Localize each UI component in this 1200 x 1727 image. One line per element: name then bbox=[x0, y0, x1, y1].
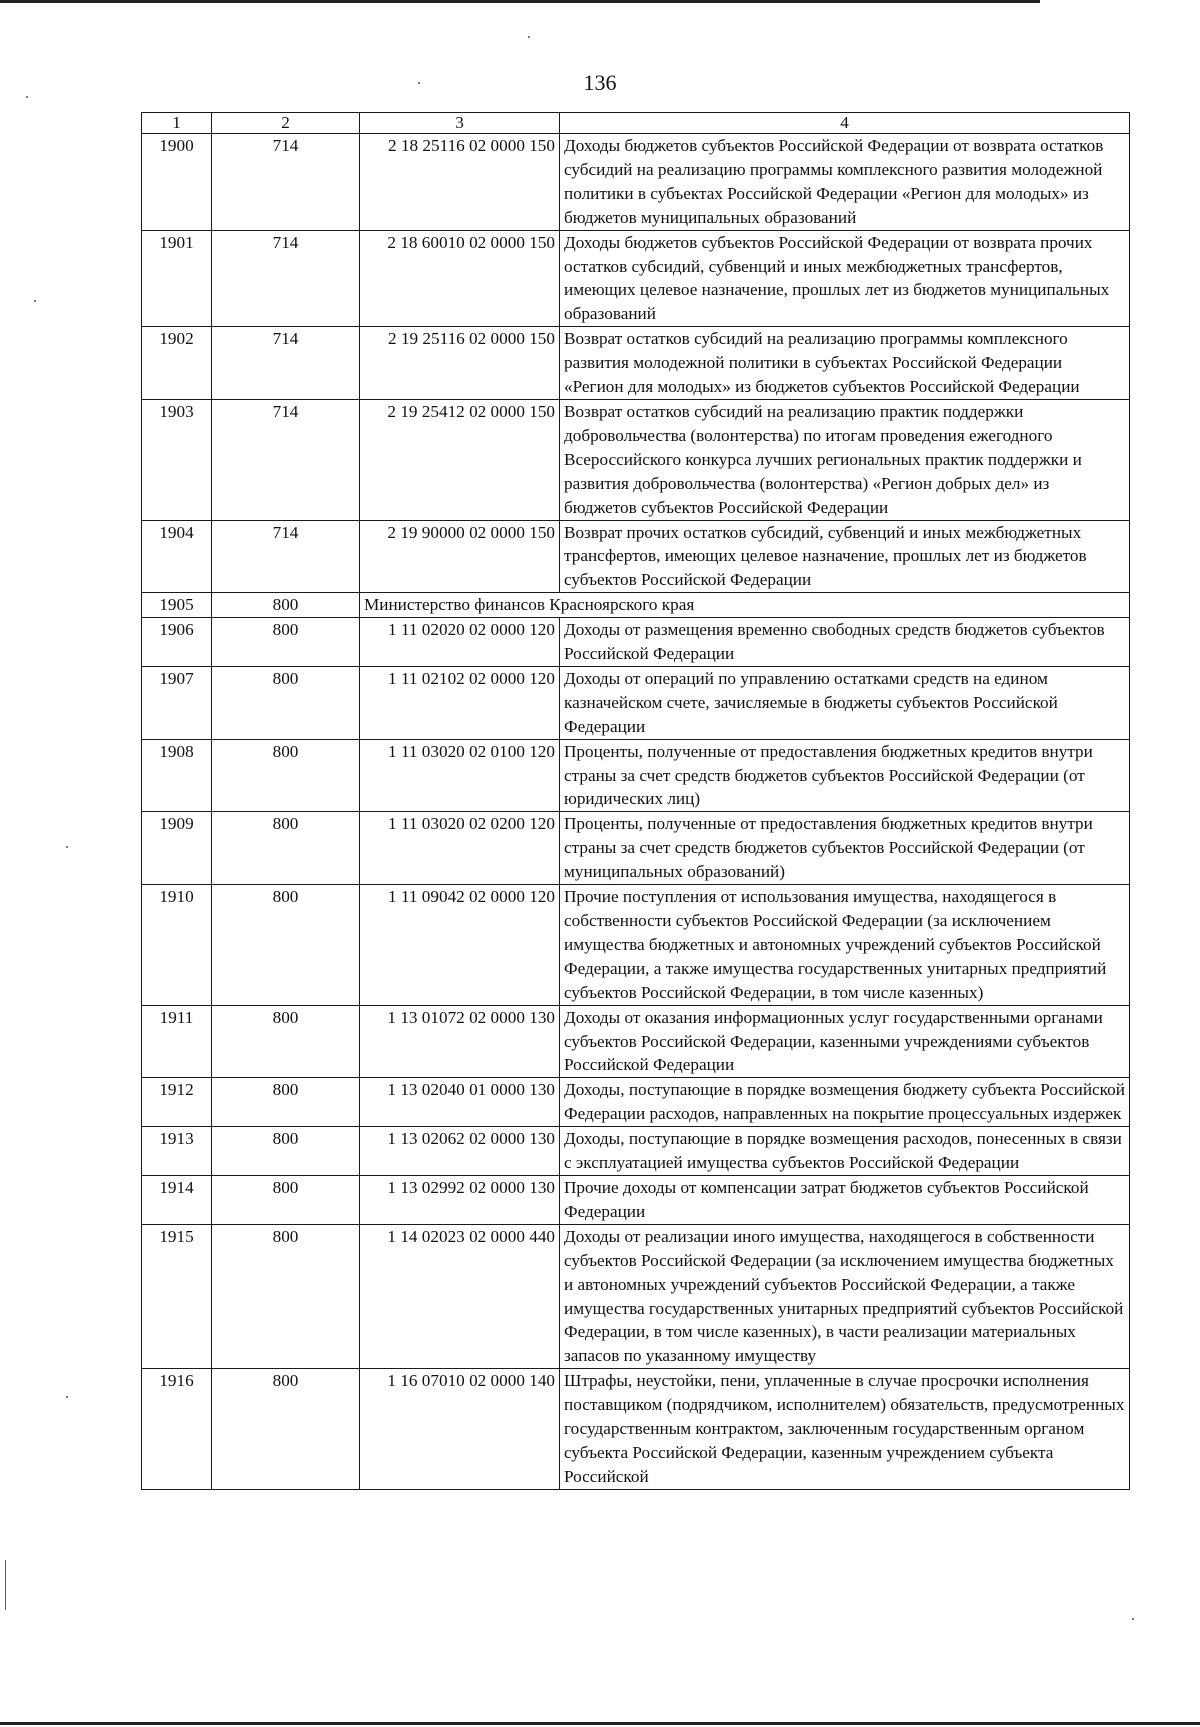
budget-classification-code: 1 11 09042 02 0000 120 bbox=[360, 885, 560, 1006]
table-row bbox=[142, 1369, 1130, 1490]
table-row bbox=[142, 1127, 1130, 1176]
page-number: 136 bbox=[583, 70, 617, 95]
row-number: 1907 bbox=[142, 666, 212, 739]
column-header-3: 3 bbox=[360, 113, 560, 134]
admin-code: 714 bbox=[212, 399, 360, 520]
revenue-codes-table bbox=[141, 112, 1130, 1490]
budget-classification-code: 1 14 02023 02 0000 440 bbox=[360, 1224, 560, 1368]
admin-code: 714 bbox=[212, 520, 360, 593]
row-number: 1914 bbox=[142, 1175, 212, 1224]
row-number: 1915 bbox=[142, 1224, 212, 1368]
revenue-description: Доходы от реализации иного имущества, находящегося в собственности субъектов Российской Федерации (за исключением имущества бюджетных и автономных учреждений субъектов Российской Федерации, а также имущества государственных унитарных предприятий субъектов Российской Федерации, в том числе казенных), в части реализации материальных запасов по указанному имуществу bbox=[560, 1224, 1130, 1368]
scan-edge-mark bbox=[5, 1560, 6, 1610]
admin-code: 800 bbox=[212, 1175, 360, 1224]
budget-classification-code: 1 13 01072 02 0000 130 bbox=[360, 1005, 560, 1078]
table-row bbox=[142, 1005, 1130, 1078]
revenue-description: Доходы, поступающие в порядке возмещения расходов, понесенных в связи с эксплуатацией имущества субъектов Российской Федерации bbox=[560, 1127, 1130, 1176]
admin-code: 714 bbox=[212, 327, 360, 400]
admin-code: 800 bbox=[212, 593, 360, 618]
row-number: 1902 bbox=[142, 327, 212, 400]
table-row bbox=[142, 885, 1130, 1006]
budget-classification-code: 2 19 90000 02 0000 150 bbox=[360, 520, 560, 593]
row-number: 1906 bbox=[142, 618, 212, 667]
row-number: 1913 bbox=[142, 1127, 212, 1176]
budget-classification-code: 1 11 03020 02 0200 120 bbox=[360, 812, 560, 885]
admin-code: 714 bbox=[212, 230, 360, 327]
scan-edge-bottom bbox=[0, 1722, 1200, 1725]
revenue-description: Доходы бюджетов субъектов Российской Федерации от возврата остатков субсидий на реализацию программы комплексного развития молодежной политики в субъектах Российской Федерации «Регион для молодых» из бюджетов муниципальных образований bbox=[560, 134, 1130, 231]
revenue-description: Доходы от оказания информационных услуг государственными органами субъектов Российской Федерации, казенными учреждениями субъектов Российской Федерации bbox=[560, 1005, 1130, 1078]
budget-classification-code: 1 13 02992 02 0000 130 bbox=[360, 1175, 560, 1224]
budget-classification-code: 1 13 02040 01 0000 130 bbox=[360, 1078, 560, 1127]
table-row bbox=[142, 134, 1130, 231]
table-row bbox=[142, 739, 1130, 812]
revenue-description: Прочие доходы от компенсации затрат бюджетов субъектов Российской Федерации bbox=[560, 1175, 1130, 1224]
budget-classification-code: 2 19 25116 02 0000 150 bbox=[360, 327, 560, 400]
admin-code: 800 bbox=[212, 739, 360, 812]
budget-classification-code: 1 16 07010 02 0000 140 bbox=[360, 1369, 560, 1490]
budget-classification-code: 1 11 03020 02 0100 120 bbox=[360, 739, 560, 812]
admin-code: 800 bbox=[212, 1369, 360, 1490]
revenue-description: Доходы от операций по управлению остатками средств на едином казначейском счете, зачисляемые в бюджеты субъектов Российской Федерации bbox=[560, 666, 1130, 739]
scan-speck bbox=[1132, 1618, 1134, 1620]
budget-classification-code: 1 11 02102 02 0000 120 bbox=[360, 666, 560, 739]
row-number: 1916 bbox=[142, 1369, 212, 1490]
scan-speck bbox=[34, 300, 36, 302]
row-number: 1900 bbox=[142, 134, 212, 231]
revenue-description: Возврат прочих остатков субсидий, субвенций и иных межбюджетных трансфертов, имеющих целевое назначение, прошлых лет из бюджетов субъектов Российской Федерации bbox=[560, 520, 1130, 593]
column-header-1: 1 bbox=[142, 113, 212, 134]
admin-code: 800 bbox=[212, 1127, 360, 1176]
column-header-2: 2 bbox=[212, 113, 360, 134]
scan-speck bbox=[26, 96, 28, 98]
revenue-description: Штрафы, неустойки, пени, уплаченные в случае просрочки исполнения поставщиком (подрядчиком, исполнителем) обязательств, предусмотренных государственным контрактом, заключенным государственным органом субъекта Российской Федерации, казенным учреждением субъекта Российской bbox=[560, 1369, 1130, 1490]
revenue-description: Доходы, поступающие в порядке возмещения бюджету субъекта Российской Федерации расходов, направленных на покрытие процессуальных издержек bbox=[560, 1078, 1130, 1127]
row-number: 1903 bbox=[142, 399, 212, 520]
row-number: 1901 bbox=[142, 230, 212, 327]
budget-classification-code: 2 19 25412 02 0000 150 bbox=[360, 399, 560, 520]
scan-speck bbox=[66, 846, 68, 848]
budget-classification-code: 1 11 02020 02 0000 120 bbox=[360, 618, 560, 667]
admin-code: 800 bbox=[212, 666, 360, 739]
table-row bbox=[142, 399, 1130, 520]
budget-classification-code: 2 18 25116 02 0000 150 bbox=[360, 134, 560, 231]
admin-code: 800 bbox=[212, 1078, 360, 1127]
revenue-description: Проценты, полученные от предоставления бюджетных кредитов внутри страны за счет средств бюджетов субъектов Российской Федерации (от муниципальных образований) bbox=[560, 812, 1130, 885]
admin-code: 800 bbox=[212, 1224, 360, 1368]
revenue-description: Проценты, полученные от предоставления бюджетных кредитов внутри страны за счет средств бюджетов субъектов Российской Федерации (от юридических лиц) bbox=[560, 739, 1130, 812]
row-number: 1904 bbox=[142, 520, 212, 593]
table-header-row bbox=[142, 113, 1130, 134]
row-number: 1910 bbox=[142, 885, 212, 1006]
budget-classification-code: 1 13 02062 02 0000 130 bbox=[360, 1127, 560, 1176]
column-header-4: 4 bbox=[560, 113, 1130, 134]
table-row bbox=[142, 812, 1130, 885]
admin-code: 800 bbox=[212, 885, 360, 1006]
scan-edge-top bbox=[0, 0, 1040, 3]
table-row bbox=[142, 327, 1130, 400]
row-number: 1908 bbox=[142, 739, 212, 812]
table-row bbox=[142, 666, 1130, 739]
admin-code: 800 bbox=[212, 1005, 360, 1078]
scan-speck bbox=[528, 36, 530, 38]
table-row bbox=[142, 1175, 1130, 1224]
revenue-description: Доходы бюджетов субъектов Российской Федерации от возврата прочих остатков субсидий, субвенций и иных межбюджетных трансфертов, имеющих целевое назначение, прошлых лет из бюджетов муниципальных образований bbox=[560, 230, 1130, 327]
revenue-description: Возврат остатков субсидий на реализацию программы комплексного развития молодежной политики в субъектах Российской Федерации «Регион для молодых» из бюджетов субъектов Российской Федерации bbox=[560, 327, 1130, 400]
table-row-ministry bbox=[142, 593, 1130, 618]
revenue-description: Доходы от размещения временно свободных средств бюджетов субъектов Российской Федерации bbox=[560, 618, 1130, 667]
row-number: 1911 bbox=[142, 1005, 212, 1078]
table-row bbox=[142, 618, 1130, 667]
row-number: 1905 bbox=[142, 593, 212, 618]
table-row bbox=[142, 1224, 1130, 1368]
scan-speck bbox=[66, 1396, 68, 1398]
admin-code: 714 bbox=[212, 134, 360, 231]
revenue-description: Возврат остатков субсидий на реализацию практик поддержки добровольчества (волонтерства) по итогам проведения ежегодного Всероссийского конкурса лучших региональных практик поддержки и развития добровольчества (волонтерства) «Регион добрых дел» из бюджетов субъектов Российской Федерации bbox=[560, 399, 1130, 520]
table-row bbox=[142, 1078, 1130, 1127]
budget-classification-code: 2 18 60010 02 0000 150 bbox=[360, 230, 560, 327]
admin-code: 800 bbox=[212, 618, 360, 667]
table-row bbox=[142, 520, 1130, 593]
revenue-description: Прочие поступления от использования имущества, находящегося в собственности субъектов Российской Федерации (за исключением имущества бюджетных и автономных учреждений субъектов Российской Федерации, а также имущества государственных унитарных предприятий субъектов Российской Федерации, в том числе казенных) bbox=[560, 885, 1130, 1006]
admin-code: 800 bbox=[212, 812, 360, 885]
row-number: 1912 bbox=[142, 1078, 212, 1127]
row-number: 1909 bbox=[142, 812, 212, 885]
administrator-name: Министерство финансов Красноярского края bbox=[360, 593, 1130, 618]
table-row bbox=[142, 230, 1130, 327]
